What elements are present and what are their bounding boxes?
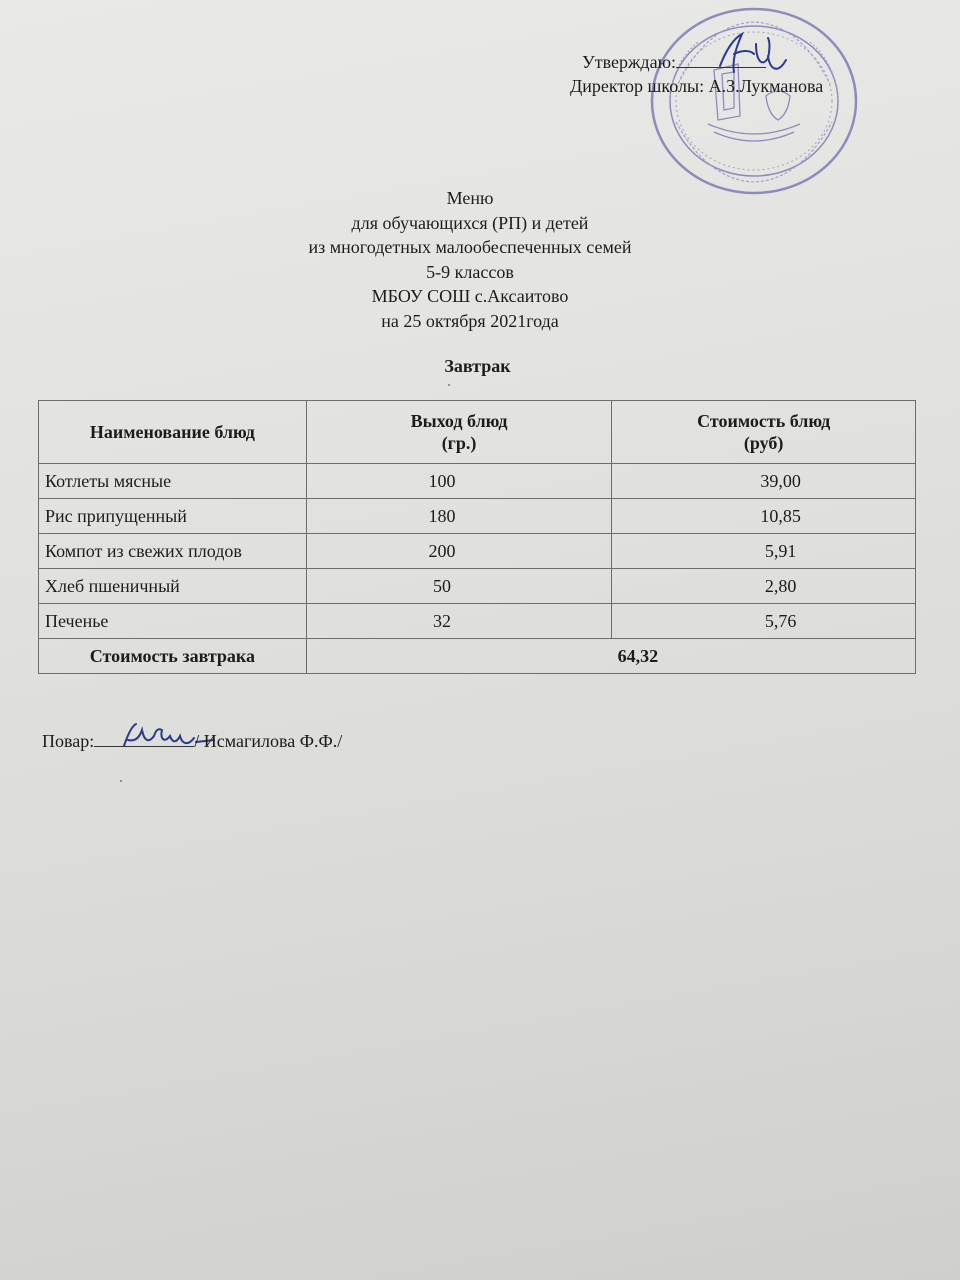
header-yield-line2: (гр.): [441, 433, 477, 453]
dish-cost: 39,00: [612, 464, 916, 499]
dish-name: Котлеты мясные: [39, 464, 307, 499]
dish-cost: 2,80: [612, 569, 916, 604]
table-row: [39, 569, 916, 604]
header-cost-line2: (руб): [743, 433, 784, 453]
dish-name: Печенье: [39, 604, 307, 639]
menu-table: [38, 400, 916, 674]
menu-subtitle-2: из многодетных малообеспеченных семей: [308, 237, 632, 257]
header-yield: [306, 401, 612, 464]
menu-school: МБОУ СОШ с.Аксаитово: [371, 286, 569, 306]
menu-grades: 5-9 классов: [426, 261, 514, 282]
dish-yield: 200: [306, 534, 612, 569]
header-dish-name-text: Наименование блюд: [89, 422, 255, 442]
dish-name: Хлеб пшеничный: [39, 569, 307, 604]
director-line: Директор школы: А.З.Лукманова: [570, 76, 824, 96]
menu-title: Меню: [446, 188, 494, 208]
dish-cost: 5,76: [612, 604, 916, 639]
dish-name: Компот из свежих плодов: [39, 534, 307, 569]
table-total-row: [39, 639, 916, 674]
table-header-row: [39, 401, 916, 464]
table-row: [39, 604, 916, 639]
section-heading: Завтрак: [444, 356, 511, 376]
approval-label: Утверждаю:: [582, 52, 677, 72]
dish-cost: 10,85: [612, 499, 916, 534]
cook-label: Повар:: [42, 731, 95, 751]
cook-signature-line: [94, 730, 194, 747]
dish-yield: 180: [306, 499, 612, 534]
header-yield-line1: Выход блюд: [410, 411, 508, 431]
header-cost: [612, 401, 916, 464]
total-label: Стоимость завтрака: [39, 639, 307, 674]
director-signature-line: [676, 51, 766, 68]
cook-line: [42, 730, 342, 752]
dish-yield: 100: [306, 464, 612, 499]
cook-name: / Исмагилова Ф.Ф./: [194, 731, 343, 751]
dish-name: Рис припущенный: [39, 499, 307, 534]
approval-line: [570, 50, 823, 74]
menu-date: на 25 октября 2021года: [381, 310, 559, 331]
header-dish-name: [39, 401, 307, 464]
header-cost-line1: Стоимость блюд: [697, 411, 831, 431]
table-row: [39, 464, 916, 499]
table-row: [39, 499, 916, 534]
table-row: [39, 534, 916, 569]
dish-yield: 32: [306, 604, 612, 639]
approval-block: [570, 50, 823, 98]
dish-yield: 50: [306, 569, 612, 604]
paper-speck: [448, 384, 450, 386]
total-value: 64,32: [306, 639, 915, 674]
menu-subtitle-1: для обучающихся (РП) и детей: [351, 212, 589, 233]
menu-title-block: [0, 186, 940, 333]
dish-cost: 5,91: [612, 534, 916, 569]
paper-speck: [120, 780, 122, 782]
